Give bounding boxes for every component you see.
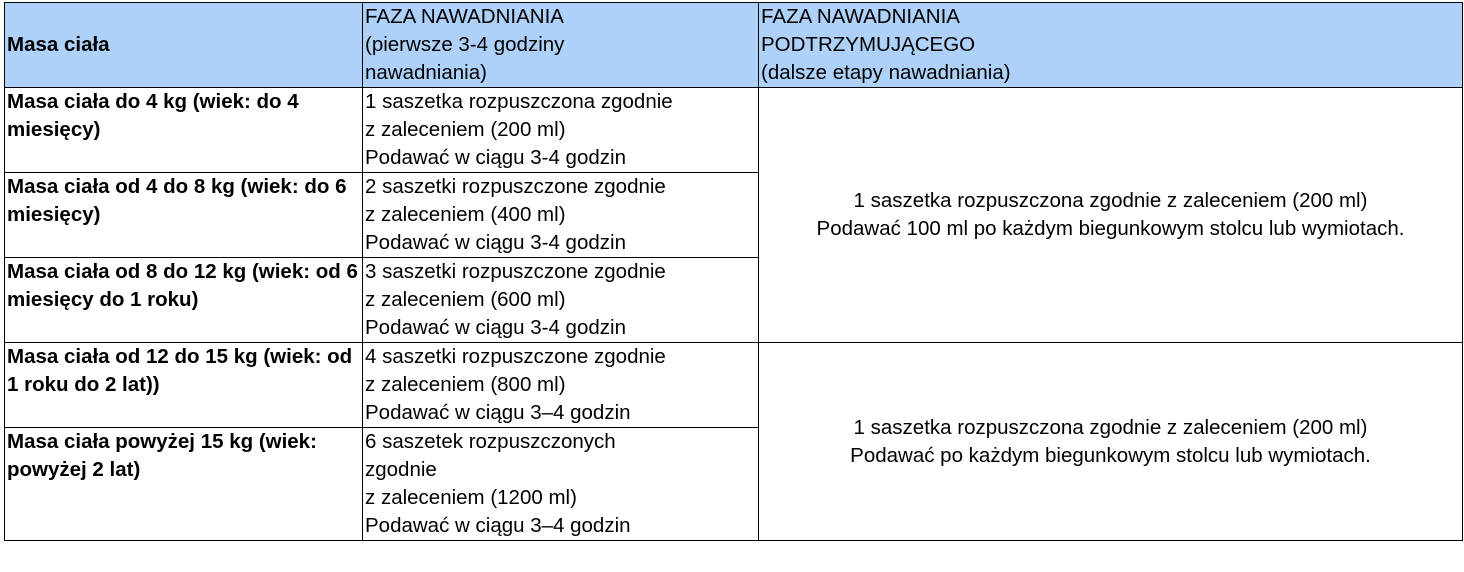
- header-maintenance-line: FAZA NAWADNIANIA: [761, 5, 960, 28]
- dosage-table: [4, 2, 1463, 541]
- hydration-line: Podawać w ciągu 3-4 godzin: [365, 231, 626, 254]
- hydration-line: Podawać w ciągu 3-4 godzin: [365, 146, 626, 169]
- hydration-line: zgodnie: [365, 458, 437, 481]
- hydration-cell: [363, 173, 759, 258]
- header-maintenance-line: PODTRZYMUJĄCEGO: [761, 33, 976, 56]
- table-row: [5, 343, 1463, 428]
- table-row: [5, 88, 1463, 173]
- maintenance-cell: [759, 343, 1463, 541]
- hydration-line: z zaleceniem (400 ml): [365, 203, 566, 226]
- hydration-line: 1 saszetka rozpuszczona zgodnie: [365, 90, 673, 113]
- mass-text: Masa ciała od 8 do 12 kg (wiek: od 6 miesięcy do 1 roku): [7, 260, 358, 311]
- hydration-cell: [363, 88, 759, 173]
- mass-text: Masa ciała powyżej 15 kg (wiek: powyżej 2 lat): [7, 430, 317, 481]
- hydration-line: z zaleceniem (600 ml): [365, 288, 566, 311]
- maintenance-line: 1 saszetka rozpuszczona zgodnie z zaleceniem (200 ml): [853, 415, 1368, 439]
- mass-cell: [5, 258, 363, 343]
- header-maintenance-phase: [759, 3, 1463, 88]
- header-hydration-line: (pierwsze 3-4 godziny: [365, 33, 565, 56]
- hydration-cell: [363, 258, 759, 343]
- mass-cell: [5, 88, 363, 173]
- hydration-line: z zaleceniem (800 ml): [365, 373, 566, 396]
- mass-text: Masa ciała od 12 do 15 kg (wiek: od 1 roku do 2 lat)): [7, 345, 353, 396]
- header-hydration-phase: [363, 3, 759, 88]
- maintenance-line: Podawać 100 ml po każdym biegunkowym stolcu lub wymiotach.: [816, 217, 1405, 240]
- hydration-line: z zaleceniem (1200 ml): [365, 486, 577, 509]
- mass-cell: [5, 173, 363, 258]
- hydration-line: Podawać w ciągu 3–4 godzin: [365, 401, 631, 424]
- maintenance-line: Podawać po każdym biegunkowym stolcu lub wymiotach.: [850, 443, 1371, 467]
- header-row: [5, 3, 1463, 88]
- hydration-cell: [363, 343, 759, 428]
- mass-cell: [5, 343, 363, 428]
- maintenance-cell: [759, 88, 1463, 343]
- header-body-mass: Masa ciała: [5, 3, 363, 88]
- mass-text: Masa ciała od 4 do 8 kg (wiek: do 6 miesięcy): [7, 175, 347, 226]
- header-maintenance-line: (dalsze etapy nawadniania): [761, 61, 1011, 84]
- hydration-line: 6 saszetek rozpuszczonych: [365, 430, 616, 453]
- hydration-line: 2 saszetki rozpuszczone zgodnie: [365, 175, 666, 198]
- header-hydration-line: FAZA NAWADNIANIA: [365, 5, 564, 28]
- hydration-line: Podawać w ciągu 3–4 godzin: [365, 514, 631, 537]
- hydration-line: 3 saszetki rozpuszczone zgodnie: [365, 260, 666, 283]
- mass-cell: [5, 428, 363, 541]
- hydration-line: Podawać w ciągu 3-4 godzin: [365, 316, 626, 339]
- hydration-line: z zaleceniem (200 ml): [365, 118, 566, 141]
- hydration-cell: [363, 428, 759, 541]
- header-hydration-line: nawadniania): [365, 61, 487, 84]
- mass-text: Masa ciała do 4 kg (wiek: do 4 miesięcy): [7, 90, 299, 141]
- maintenance-line: 1 saszetka rozpuszczona zgodnie z zaleceniem (200 ml): [853, 189, 1368, 212]
- hydration-line: 4 saszetki rozpuszczone zgodnie: [365, 345, 666, 368]
